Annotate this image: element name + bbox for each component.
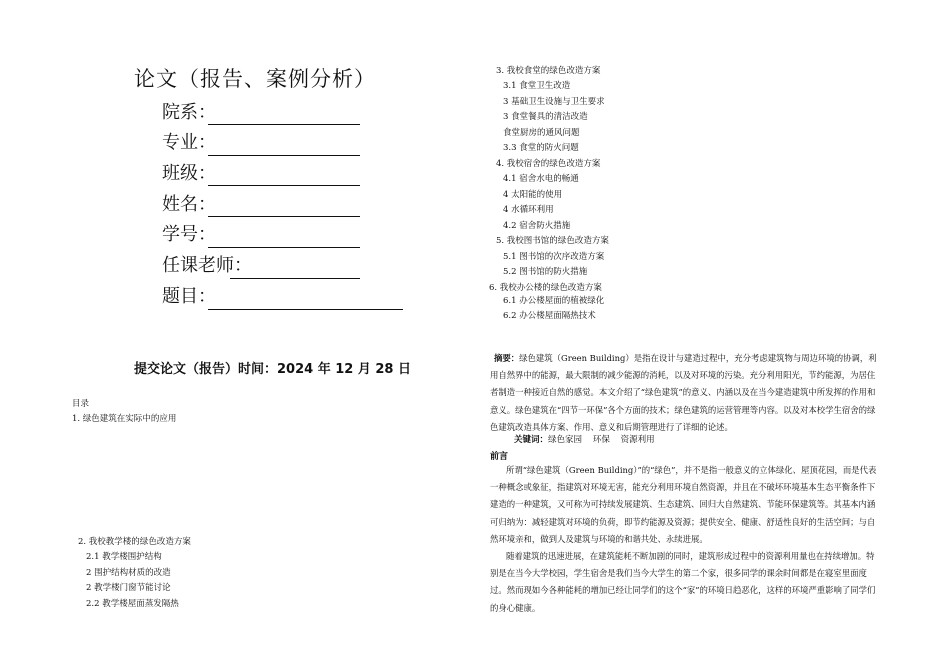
- preface-heading: 前言: [490, 452, 509, 462]
- abstract-text: 绿色建筑（Green Building）是指在设计与建造过程中，充分考虑建筑物与周边环境的协调，利用自然界中的能源，最大限制的减少能源的消耗，以及对环境的污染。充分利用阳光，节约能源，为居住者制造一种接近自然的感觉。本文介绍了“绿色建筑”的意义、内涵以及在当今建造建筑中所发挥的作用和意义。绿色建筑在“四节一环保”各个方面的技术；绿色建筑的运营管理等内容。以及对本校学生宿舍的绿色建筑改造具体方案、作用、意义和后期管理进行了详细的论述。: [490, 353, 877, 432]
- toc-item-5-1: 5.1 图书馆的次序改造方案: [503, 252, 605, 262]
- field-major-label: 专业：: [162, 132, 216, 153]
- toc-item-3-4: 食堂厨房的通风问题: [503, 128, 580, 138]
- toc-item-5-2: 5.2 图书馆的防火措施: [503, 267, 588, 277]
- preface-body: [490, 462, 880, 617]
- toc-section-5: 5. 我校图书馆的绿色改造方案: [496, 236, 609, 246]
- field-student-id-label: 学号：: [162, 224, 216, 245]
- toc-item-6-2: 6.2 办公楼屋面隔热技术: [503, 311, 596, 321]
- abstract-block: [490, 350, 880, 436]
- field-class-line: [208, 185, 360, 186]
- toc-section-2: 2. 我校教学楼的绿色改造方案: [78, 537, 191, 547]
- toc-item-3-2: 3 基础卫生设施与卫生要求: [503, 97, 605, 107]
- field-department-line: [208, 124, 360, 125]
- toc-label: 目录: [72, 399, 90, 409]
- toc-section-3: 3. 我校食堂的绿色改造方案: [496, 66, 601, 76]
- preface-paragraph-1: 所谓“绿色建筑（Green Building）”的“绿色”，并不是指一般意义的立体绿化、屋顶花园，而是代表一种概念或象征，指建筑对环境无害，能充分利用环境自然资源，并且在不破坏环境基本生态平衡条件下建造的一种建筑，又可称为可持续发展建筑、生态建筑、回归大自然建筑、节能环保建筑等。其基本内涵可归纳为：减轻建筑对环境的负荷，即节约能源及资源；提供安全、健康、舒适性良好的生活空间；与自然环境亲和，做到人及建筑与环境的和谐共处、永续进展。: [490, 465, 877, 544]
- cover-title: 论文（报告、案例分析）: [134, 67, 376, 91]
- toc-item-2-1: 2.1 教学楼围护结构: [86, 552, 162, 562]
- toc-item-4-1: 4.1 宿舍水电的畅通: [503, 174, 579, 184]
- field-teacher-label: 任课老师：: [162, 255, 252, 276]
- toc-item-3-5: 3.3 食堂的防火问题: [503, 143, 579, 153]
- toc-section-4: 4. 我校宿舍的绿色改造方案: [496, 159, 601, 169]
- field-topic-line: [208, 309, 403, 310]
- field-teacher-line: [230, 278, 360, 279]
- toc-item-1: 1. 绿色建筑在实际中的应用: [72, 414, 177, 424]
- field-class-label: 班级：: [162, 163, 216, 184]
- keywords-line: [514, 433, 655, 445]
- toc-item-2-2: 2 围护结构材质的改造: [86, 568, 171, 578]
- toc-item-2-3: 2 教学楼门窗节能讨论: [86, 583, 171, 593]
- toc-item-6-1: 6.1 办公楼屋面的植被绿化: [503, 296, 605, 306]
- toc-item-2-4: 2.2 教学楼屋面蒸发隔热: [86, 599, 179, 609]
- field-student-id-line: [208, 247, 360, 248]
- field-department-label: 院系：: [162, 102, 216, 123]
- preface-paragraph-2: 随着建筑的迅速进展，在建筑能耗不断加剧的同时，建筑形成过程中的资源利用量也在持续增加。特别是在当今大学校园，学生宿舍是我们当今大学生的第二个家，很多同学的课余时间都是在寝室里面度过。然而现如今各种能耗的增加已经让同学们的这个“家”的环境日趋恶化，这样的环境严重影响了同学们的身心健康。: [490, 551, 876, 613]
- field-major-line: [208, 155, 360, 156]
- toc-item-3-1: 3.1 食堂卫生改造: [503, 81, 571, 91]
- abstract-label: 摘要：: [494, 353, 520, 363]
- field-name-label: 姓名：: [162, 194, 216, 215]
- toc-item-4-2: 4 太阳能的使用: [503, 190, 563, 200]
- field-topic-label: 题目：: [162, 286, 216, 307]
- field-name-line: [208, 216, 360, 217]
- submit-time: 提交论文（报告）时间：2024 年 12 月 28 日: [134, 362, 411, 377]
- toc-section-6: 6. 我校办公楼的绿色改造方案: [489, 283, 602, 293]
- toc-item-3-3: 3 食堂餐具的清洁改造: [503, 112, 588, 122]
- toc-item-4-3: 4 水循环利用: [503, 205, 554, 215]
- keywords-label: 关键词：: [514, 435, 549, 445]
- toc-item-4-4: 4.2 宿舍防火措施: [503, 221, 571, 231]
- keywords-value: 绿色家园 环保 资源利用: [548, 435, 655, 445]
